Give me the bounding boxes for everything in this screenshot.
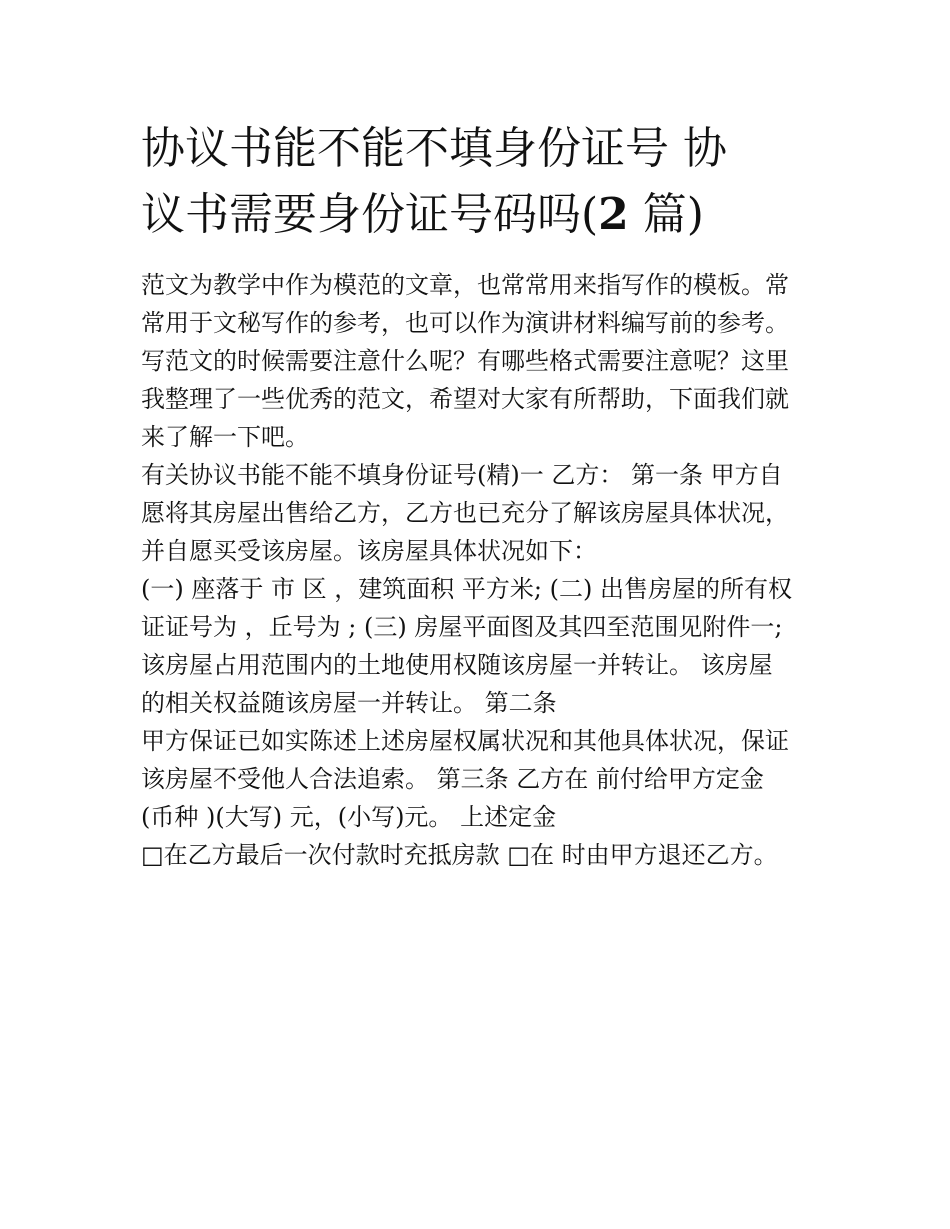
paragraph-line: 并自愿买受该房屋。该房屋具体状况如下：	[141, 537, 597, 565]
paragraph-article-one	[141, 456, 813, 570]
paragraph-line: 该房屋占用范围内的土地使用权随该房屋一并转让。 该房屋	[141, 651, 773, 679]
paragraph-line: 愿将其房屋出售给乙方，乙方也已充分了解该房屋具体状况，	[141, 499, 789, 527]
paragraph-line: 该房屋不受他人合法追索。 第三条 乙方在 前付给甲方定金	[141, 765, 764, 793]
document-title	[141, 116, 813, 248]
paragraph-line: 有关协议书能不能不填身份证号(精)一 乙方： 第一条 甲方自	[141, 461, 783, 489]
paragraph-line: 甲方保证已如实陈述上述房屋权属状况和其他具体状况，保证	[141, 727, 789, 755]
paragraph-deposit-options	[141, 836, 813, 874]
paragraph-property-details	[141, 570, 813, 722]
title-line-2-prefix: 议书需要身份证号码吗(	[141, 189, 599, 240]
paragraph-line: 常用于文秘写作的参考，也可以作为演讲材料编写前的参考。	[141, 309, 789, 337]
paragraph-guarantee	[141, 722, 813, 836]
paragraph-line: 我整理了一些优秀的范文，希望对大家有所帮助，下面我们就	[141, 385, 789, 413]
paragraph-intro	[141, 266, 813, 456]
title-line-2-number: 2	[598, 189, 629, 240]
paragraph-line: (币种 )(大写) 元，(小写)元。 上述定金	[141, 803, 557, 831]
paragraph-line: 写范文的时候需要注意什么呢？有哪些格式需要注意呢？这里	[141, 347, 789, 375]
title-line-2-suffix: 篇)	[628, 189, 704, 240]
paragraph-line: 证证号为 ，丘号为 ; (三) 房屋平面图及其四至范围见附件一;	[141, 613, 783, 641]
paragraph-line: □在乙方最后一次付款时充抵房款 □在 时由甲方退还乙方。	[141, 841, 778, 869]
paragraph-line: 来了解一下吧。	[141, 423, 309, 451]
paragraph-line: 范文为教学中作为模范的文章，也常常用来指写作的模板。常	[141, 271, 789, 299]
paragraph-line: (一) 座落于 市 区 ，建筑面积 平方米; (二) 出售房屋的所有权	[141, 575, 792, 603]
document-content	[141, 116, 813, 874]
paragraph-line: 的相关权益随该房屋一并转让。 第二条	[141, 689, 557, 717]
title-line-1: 协议书能不能不填身份证号 协	[141, 123, 727, 174]
document-body	[141, 266, 813, 874]
